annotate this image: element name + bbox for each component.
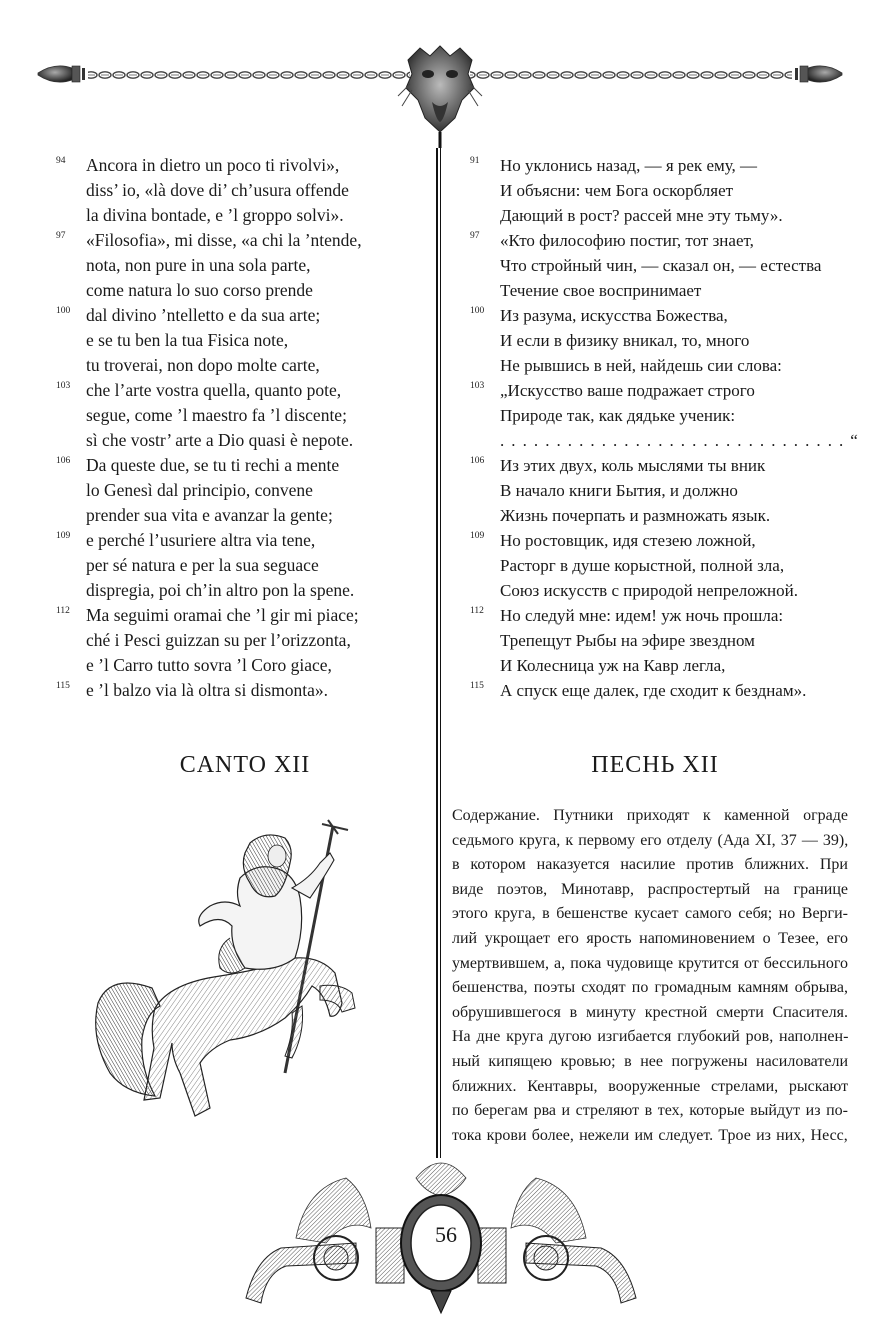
tercet xyxy=(56,228,426,303)
verse-text: che l’arte vostra quella, quanto pote, xyxy=(86,380,342,400)
page-number: 56 xyxy=(435,1222,457,1247)
verse-text: В начало книги Бытия, и должно xyxy=(500,481,738,500)
verse-line xyxy=(56,303,426,328)
verse-line xyxy=(56,428,426,453)
summary-line: седьмого круга, к первому его отделу (Ада XI, 37 — 39), xyxy=(452,831,848,849)
canto-summary xyxy=(452,804,848,1148)
tercet xyxy=(56,378,426,453)
tercet xyxy=(470,528,840,603)
verse-line xyxy=(470,328,840,353)
tercet xyxy=(470,453,840,528)
verse-number: 115 xyxy=(470,681,484,691)
verse-text: sì che vostr’ arte a Dio quasi è nepote. xyxy=(86,430,354,450)
verse-text: И если в физику вникал, то, много xyxy=(500,331,750,350)
verse-line xyxy=(56,228,426,253)
verse-text: ché i Pesci guizzan su per l’orizzonta, xyxy=(86,630,351,650)
summary-line: ный кипящею кровью; в нее погружены насилователи xyxy=(452,1052,848,1070)
verse-number: 103 xyxy=(56,381,71,391)
verse-text: diss’ io, «là dove di’ ch’usura offende xyxy=(86,180,349,200)
tercet xyxy=(56,528,426,603)
verse-line xyxy=(470,653,840,678)
summary-line: тока крови более, нежели им следует. Трое из них, Несс, xyxy=(452,1126,848,1144)
verse-line xyxy=(470,178,840,203)
tercet xyxy=(470,153,840,228)
verse-text: lo Genesì dal principio, convene xyxy=(86,480,313,500)
russian-verses xyxy=(470,153,860,703)
verse-text: Расторг в душе корыстной, полной зла, xyxy=(500,556,785,575)
verse-text: Жизнь почерпать и размножать язык. xyxy=(500,506,771,525)
verse-line xyxy=(470,678,840,703)
verse-line xyxy=(56,328,426,353)
verse-text: И объясни: чем Бога оскорбляет xyxy=(500,181,734,200)
verse-line xyxy=(56,403,426,428)
verse-line xyxy=(470,628,840,653)
verse-number: 103 xyxy=(470,381,485,391)
verse-line xyxy=(56,653,426,678)
verse-line xyxy=(470,353,840,378)
tercet xyxy=(56,303,426,378)
tercet xyxy=(56,453,426,528)
verse-number: 100 xyxy=(56,306,71,316)
verse-line xyxy=(56,203,426,228)
verse-number: 91 xyxy=(470,156,480,166)
left-finial-icon xyxy=(38,66,85,82)
verse-text: Из разума, искусства Божества, xyxy=(500,306,728,325)
summary-line: бешенства, поэты сходят по громадным камням обрыва, xyxy=(452,979,848,997)
summary-line: виде поэтов, Минотавр, распростертый на границе xyxy=(452,880,848,898)
tercet xyxy=(56,153,426,228)
top-chain-ornament xyxy=(0,40,880,160)
verse-text: tu troverai, non dopo molte carte, xyxy=(86,355,320,375)
verse-text: Ma seguimi oramai che ’l gir mi piace; xyxy=(86,605,359,625)
verse-line xyxy=(470,553,840,578)
verse-text: Da queste due, se tu ti rechi a mente xyxy=(86,455,340,475)
verse-line xyxy=(56,153,426,178)
summary-line: обрушившегося в минуту крестной смерти Спасителя. xyxy=(452,1003,848,1021)
verse-line xyxy=(470,578,840,603)
verse-text: nota, non pure in una sola parte, xyxy=(86,255,311,275)
verse-line xyxy=(56,553,426,578)
verse-line xyxy=(56,628,426,653)
tercet xyxy=(470,378,860,453)
verse-line xyxy=(470,228,840,253)
verse-text: Что стройный чин, — сказал он, — естества xyxy=(500,256,822,275)
verse-text: Но ростовщик, идя стезею ложной, xyxy=(500,531,756,550)
verse-line xyxy=(470,278,840,303)
verse-text: Союз искусств с природой непреложной. xyxy=(500,581,798,600)
verse-text: dal divino ’ntelletto e da sua arte; xyxy=(86,305,321,325)
verse-text: Течение свое воспринимает xyxy=(500,281,702,300)
verse-text: „Искусство ваше подражает строго xyxy=(500,381,755,400)
verse-line xyxy=(470,528,840,553)
verse-text: dispregia, poi ch’in altro pon la spene. xyxy=(86,580,355,600)
column-divider xyxy=(436,148,442,1158)
verse-line xyxy=(56,578,426,603)
verse-text: «Кто философию постиг, тот знает, xyxy=(500,231,754,250)
verse-line xyxy=(470,428,860,453)
tercet xyxy=(470,678,840,703)
verse-line xyxy=(470,503,840,528)
verse-number: 106 xyxy=(56,456,71,466)
summary-line: На дне круга дугою изгибается глубокий ров, наполнен- xyxy=(452,1028,848,1046)
verse-line xyxy=(470,378,840,403)
verse-text: e perché l’usuriere altra via tene, xyxy=(86,530,316,550)
verse-number: 112 xyxy=(470,606,484,616)
verse-number: 109 xyxy=(470,531,485,541)
verse-text: И Колесница уж на Кавр легла, xyxy=(500,656,726,675)
centaur-illustration xyxy=(80,808,370,1128)
summary-line: этого круга, в бешенстве кусает самого себя; но Верги- xyxy=(452,905,848,923)
verse-line xyxy=(56,253,426,278)
summary-line: Содержание. Путники приходят к каменной ограде xyxy=(452,807,848,824)
verse-text: Природе так, как дядьке ученик: xyxy=(500,406,736,425)
verse-line xyxy=(56,678,426,703)
verse-line xyxy=(56,353,426,378)
verse-line xyxy=(56,478,426,503)
summary-line: ближних. Кентавры, вооруженные стрелами, рыскают xyxy=(452,1077,848,1095)
verse-text: А спуск еще далек, где сходит к безднам». xyxy=(500,681,807,700)
verse-text: prender sua vita e avanzar la gente; xyxy=(86,505,333,525)
verse-line xyxy=(470,253,840,278)
verse-text: per sé natura e per la sua seguace xyxy=(86,555,319,575)
tercet xyxy=(56,678,426,703)
verse-line xyxy=(470,403,840,428)
verse-number: 97 xyxy=(470,231,480,241)
verse-line xyxy=(470,603,840,628)
verse-text: Из этих двух, коль мыслями ты вник xyxy=(500,456,766,475)
summary-line: лий укрощает его ярость напоминовением о Тезее, его xyxy=(452,929,848,947)
verse-number: 100 xyxy=(470,306,485,316)
verse-text: e ’l Carro tutto sovra ’l Coro giace, xyxy=(86,655,332,675)
verse-number: 115 xyxy=(56,681,70,691)
canto-title-italian: CANTO XII xyxy=(179,752,311,778)
verse-text: Но уклонись назад, — я рек ему, — xyxy=(500,156,758,175)
verse-line xyxy=(56,528,426,553)
verse-text: Трепещут Рыбы на эфире звездном xyxy=(500,631,755,650)
verse-text: . . . . . . . . . . . . . . . . . . . . . . . . . . . . . . . “ xyxy=(500,431,860,450)
italian-verses xyxy=(56,153,426,703)
verse-text: Дающий в рост? рассей мне эту тьму». xyxy=(500,206,783,225)
verse-line xyxy=(56,603,426,628)
verse-text: Ancora in dietro un poco ti rivolvi», xyxy=(86,155,340,175)
verse-number: 112 xyxy=(56,606,70,616)
summary-line: по берегам рва и стреляют в тех, которые выйдут из по- xyxy=(452,1102,848,1120)
verse-line xyxy=(470,303,840,328)
tercet xyxy=(56,603,426,678)
verse-number: 97 xyxy=(56,231,66,241)
summary-line: умертвившем, а, пока чудовище крутится от бессильного xyxy=(452,954,848,972)
summary-line: в котором наказуется насилие против ближних. При xyxy=(452,856,848,874)
verse-text: Не рывшись в ней, найдешь сии слова: xyxy=(500,356,782,375)
tercet xyxy=(470,228,840,303)
tercet xyxy=(470,603,840,678)
verse-line xyxy=(470,153,840,178)
verse-number: 109 xyxy=(56,531,71,541)
verse-line xyxy=(56,378,426,403)
verse-line xyxy=(470,478,840,503)
verse-text: la divina bontade, e ’l groppo solvi». xyxy=(86,205,344,225)
verse-text: e se tu ben la tua Fisica note, xyxy=(86,330,289,350)
verse-number: 106 xyxy=(470,456,485,466)
verse-text: Но следуй мне: идем! уж ночь прошла: xyxy=(500,606,784,625)
verse-text: «Filosofia», mi disse, «a chi la ’ntende, xyxy=(86,230,362,250)
verse-line xyxy=(56,503,426,528)
verse-text: e ’l balzo via là oltra si dismonta». xyxy=(86,680,329,700)
verse-line xyxy=(56,278,426,303)
verse-line xyxy=(470,453,840,478)
verse-text: segue, come ’l maestro fa ’l discente; xyxy=(86,405,347,425)
lion-mask-icon xyxy=(398,46,482,148)
verse-number: 94 xyxy=(56,156,66,166)
verse-text: come natura lo suo corso prende xyxy=(86,280,313,300)
verse-line xyxy=(56,453,426,478)
verse-line xyxy=(56,178,426,203)
verse-line xyxy=(470,203,840,228)
canto-title-russian: ПЕСНЬ XII xyxy=(591,752,719,778)
tercet xyxy=(470,303,840,378)
right-finial-icon xyxy=(795,66,842,82)
